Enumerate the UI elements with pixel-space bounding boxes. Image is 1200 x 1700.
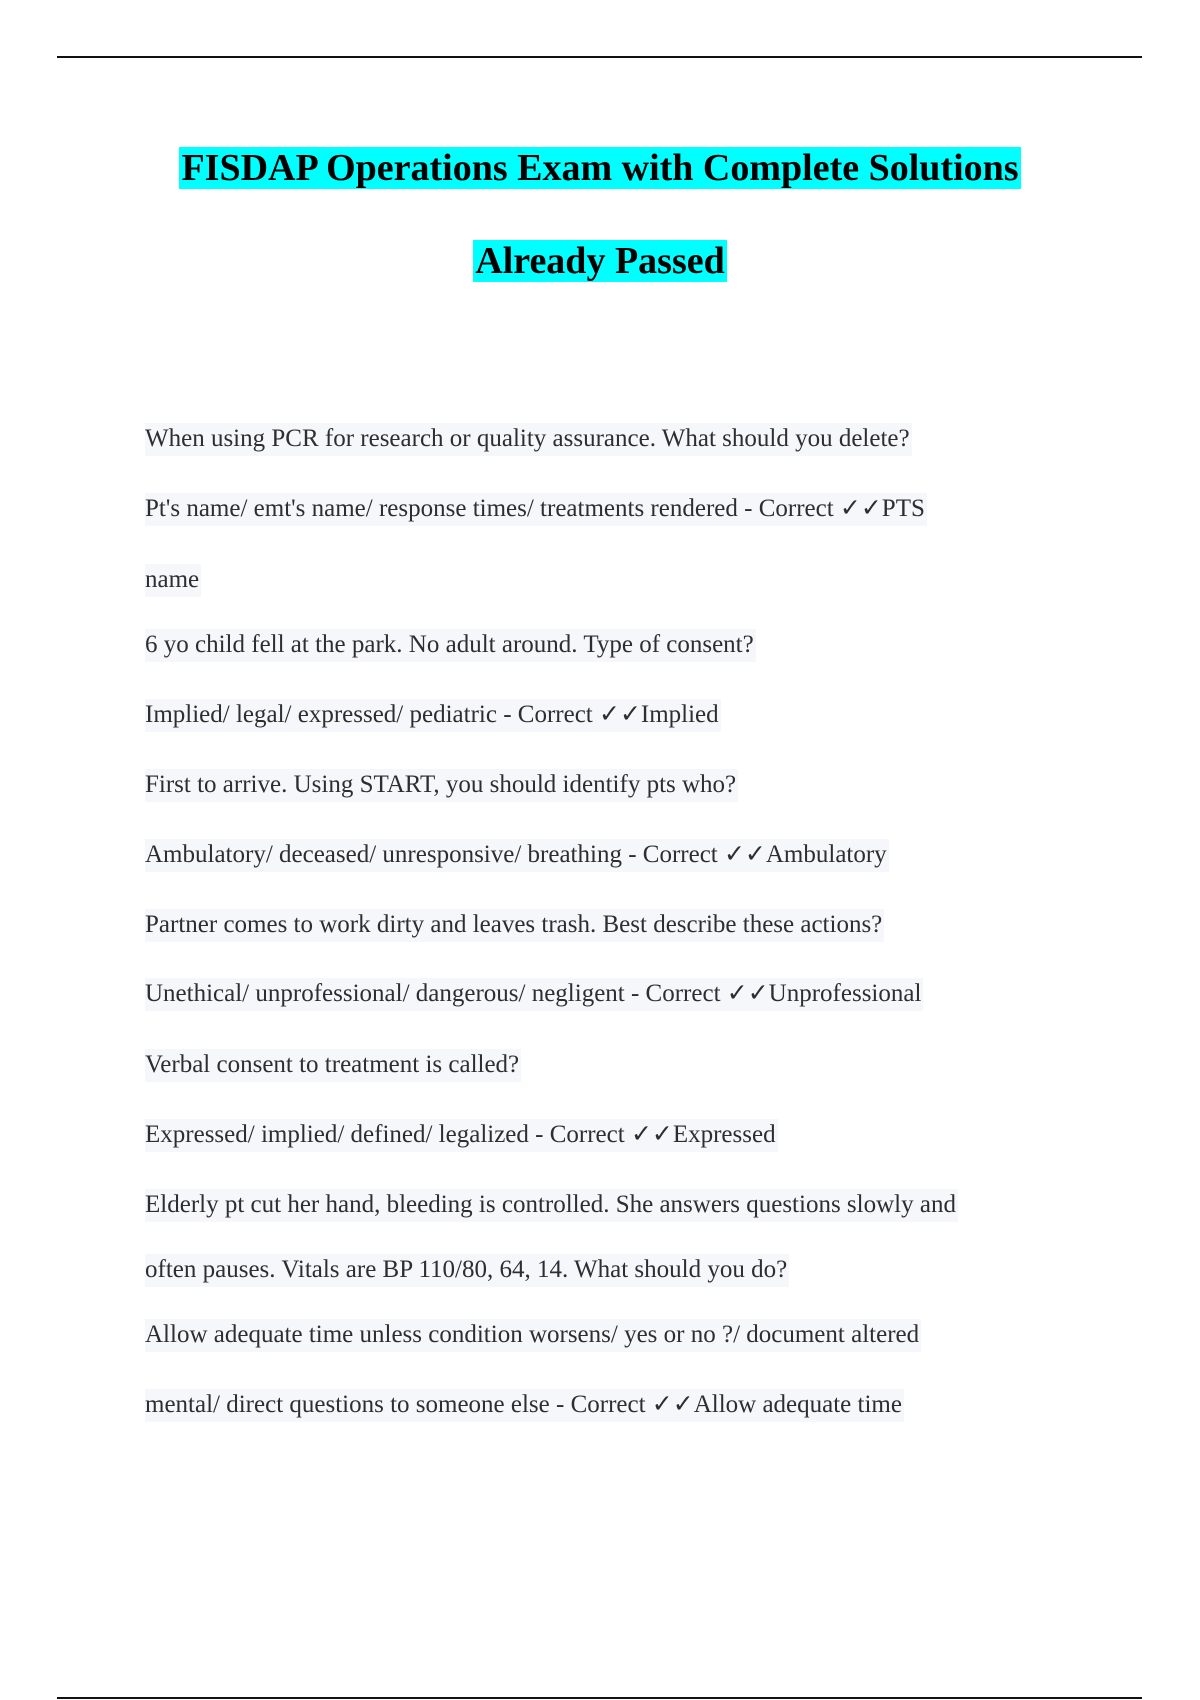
question-line: When using PCR for research or quality assurance. What should you delete?	[145, 422, 912, 456]
answer-line-continued: name	[145, 563, 201, 597]
bottom-rule	[57, 1697, 1142, 1699]
question-line-continued: often pauses. Vitals are BP 110/80, 64, 14. What should you do?	[145, 1253, 789, 1287]
question-line: Partner comes to work dirty and leaves trash. Best describe these actions?	[145, 908, 884, 942]
answer-line-continued: mental/ direct questions to someone else - Correct ✓✓Allow adequate time	[145, 1388, 904, 1422]
question-line: Verbal consent to treatment is called?	[145, 1048, 521, 1082]
answer-line: Allow adequate time unless condition worsens/ yes or no ?/ document altered	[145, 1318, 921, 1352]
answer-line: Implied/ legal/ expressed/ pediatric - Correct ✓✓Implied	[145, 698, 721, 732]
answer-line: Pt's name/ emt's name/ response times/ treatments rendered - Correct ✓✓PTS	[145, 492, 927, 526]
question-line: 6 yo child fell at the park. No adult around. Type of consent?	[145, 628, 756, 662]
question-line: Elderly pt cut her hand, bleeding is controlled. She answers questions slowly and	[145, 1188, 958, 1222]
question-line: First to arrive. Using START, you should identify pts who?	[145, 768, 738, 802]
answer-line: Expressed/ implied/ defined/ legalized - Correct ✓✓Expressed	[145, 1118, 778, 1152]
document-title-line-2: Already Passed	[475, 240, 725, 282]
top-rule	[57, 56, 1142, 58]
answer-line: Unethical/ unprofessional/ dangerous/ negligent - Correct ✓✓Unprofessional	[145, 977, 923, 1011]
document-title-line-1: FISDAP Operations Exam with Complete Solutions	[181, 147, 1019, 189]
answer-line: Ambulatory/ deceased/ unresponsive/ breathing - Correct ✓✓Ambulatory	[145, 838, 889, 872]
